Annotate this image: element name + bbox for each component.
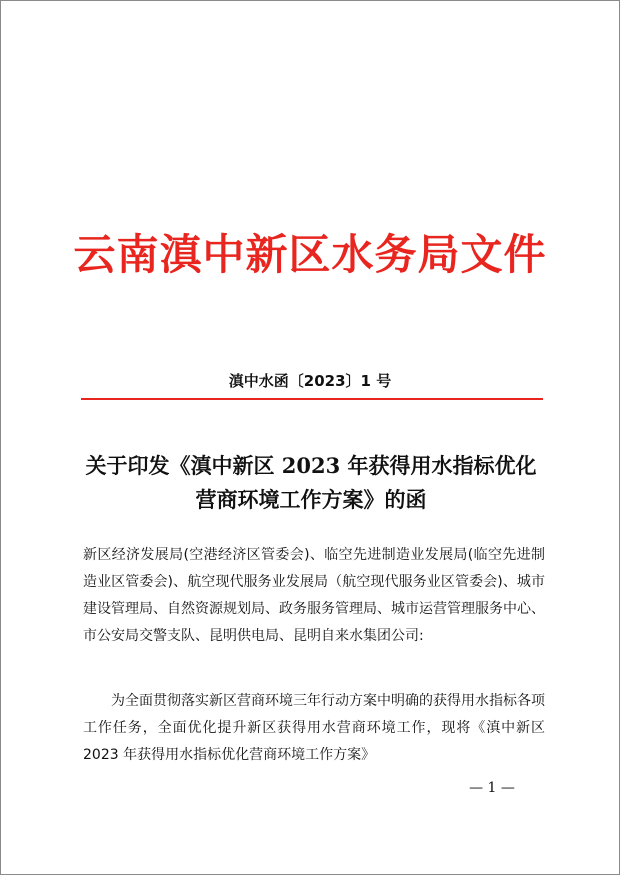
issuing-authority-header: 云南滇中新区水务局文件 [73, 230, 547, 279]
red-separator-line [81, 398, 543, 400]
document-title-line-1: 关于印发《滇中新区 2023 年获得用水指标优化 [85, 453, 537, 478]
body-paragraph: 为全面贯彻落实新区营商环境三年行动方案中明确的获得用水指标各项工作任务，全面优化提升新区获得用水营商环境工作，现将《滇中新区 2023 年获得用水指标优化营商环境工作方案》 [83, 693, 545, 763]
document-title-line-2: 营商环境工作方案》的函 [195, 487, 427, 512]
addressee-list: 新区经济发展局(空港经济区管委会)、临空先进制造业发展局(临空先进制造业区管委会)、航空现代服务业发展局（航空现代服务业区管委会)、城市建设管理局、自然资源规划局、政务服务管理局、城市运营管理服务中心、市公安局交警支队、昆明供电局、昆明自来水集团公司: [83, 547, 545, 644]
document-number: 滇中水函〔2023〕1 号 [228, 372, 392, 390]
page-number: — 1 — [469, 780, 515, 796]
document-title [61, 449, 561, 517]
